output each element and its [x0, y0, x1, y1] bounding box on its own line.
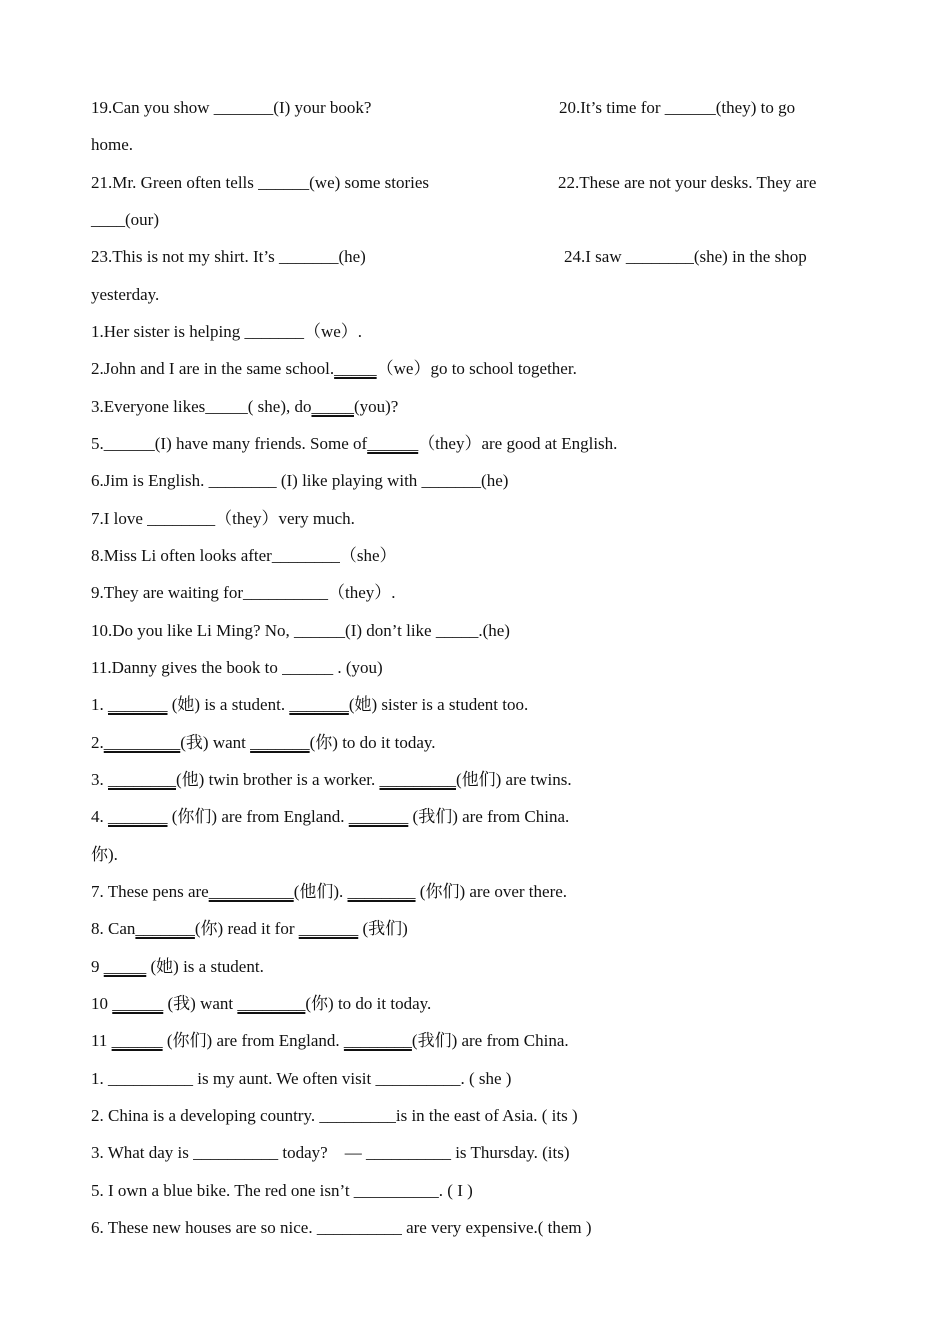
exercise-c-4-tail: (我们) are from China.	[408, 807, 570, 826]
exercise-c-8-mid: (你) read it for	[194, 919, 299, 938]
exercise-b-1: 1.Her sister is helping _______（we）.	[91, 322, 363, 341]
exercise-b-9: 9.They are waiting for__________（they）.	[91, 583, 396, 602]
exercise-d-3: 3. What day is __________ today? — __________ is Thursday. (its)	[91, 1143, 570, 1162]
exercise-c-8-blank-1: _______	[135, 919, 195, 938]
exercise-c-11-blank-1: ______	[111, 1031, 163, 1050]
exercise-c-3-number: 3.	[91, 770, 104, 789]
exercise-b-5	[91, 433, 617, 455]
exercise-c-8-tail: (我们)	[358, 919, 408, 938]
exercise-b-2-tail: （we）go to school together.	[376, 359, 577, 378]
exercise-c-3	[91, 769, 572, 791]
exercise-c-9-number: 9	[91, 957, 104, 976]
exercise-c-2-blank-1: _________	[103, 733, 181, 752]
exercise-c-2	[91, 732, 436, 754]
exercise-c-8	[91, 918, 408, 940]
question-20: 20.It’s time for ______(they) to go	[559, 98, 796, 117]
question-24: 24.I saw ________(she) in the shop	[564, 247, 807, 266]
exercise-c-1-tail: (她) sister is a student too.	[348, 695, 529, 714]
exercise-c-10-mid: (我) want	[163, 994, 238, 1013]
exercise-b-7: 7.I love ________（they）very much.	[91, 509, 355, 528]
exercise-b-2-blank: _____	[334, 359, 377, 378]
exercise-c-11-mid: (你们) are from England.	[162, 1031, 344, 1050]
exercise-c-7	[91, 881, 567, 903]
question-22: 22.These are not your desks. They are	[558, 173, 817, 192]
exercise-c-9-tail: (她) is a student.	[146, 957, 264, 976]
question-20-continuation: home.	[91, 135, 134, 154]
exercise-c-3-blank-2: _________	[379, 770, 456, 789]
question-21: 21.Mr. Green often tells ______(we) some stories	[91, 173, 430, 192]
exercise-c-3-mid: (他) twin brother is a worker.	[176, 770, 380, 789]
exercise-c-2-mid: (我) want	[180, 733, 251, 752]
exercise-c-11-number: 11	[91, 1031, 112, 1050]
exercise-b-2-text: 2.John and I are in the same school.	[91, 359, 335, 378]
exercise-c-7-blank-2: ________	[347, 882, 416, 901]
exercise-c-10-blank-1: ______	[112, 994, 164, 1013]
exercise-b-5-tail: （they）are good at English.	[418, 434, 618, 453]
exercise-c-11-blank-2: ________	[343, 1031, 412, 1050]
exercise-c-1-blank-1: _______	[108, 695, 168, 714]
exercise-c-7-mid: (他们).	[293, 882, 348, 901]
exercise-b-11: 11.Danny gives the book to ______ . (you)	[91, 658, 383, 677]
exercise-c-4-blank-2: _______	[348, 807, 409, 826]
exercise-c-1-mid: (她) is a student.	[167, 695, 286, 714]
exercise-c-1-blank-2: _______	[289, 695, 349, 714]
question-19: 19.Can you show _______(I) your book?	[91, 98, 372, 117]
question-23: 23.This is not my shirt. It’s _______(he)	[91, 247, 366, 266]
exercise-c-9	[91, 956, 264, 978]
exercise-c-4-blank-1: _______	[108, 807, 168, 826]
exercise-b-3-blank: _____	[311, 397, 354, 416]
exercise-c-4-mid: (你们) are from England.	[167, 807, 349, 826]
exercise-c-7-blank-1: __________	[208, 882, 294, 901]
exercise-c-2-tail: (你) to do it today.	[309, 733, 436, 752]
exercise-d-2: 2. China is a developing country. _________is in the east of Asia. ( its )	[91, 1106, 578, 1125]
exercise-c-2-number: 2.	[91, 733, 104, 752]
exercise-c-8-head: 8. Can	[91, 919, 136, 938]
exercise-d-6: 6. These new houses are so nice. __________ are very expensive.( them )	[91, 1218, 592, 1237]
exercise-c-1-number: 1.	[91, 695, 104, 714]
exercise-d-5: 5. I own a blue bike. The red one isn’t __________. ( I )	[91, 1181, 473, 1200]
exercise-c-7-tail: (你们) are over there.	[415, 882, 568, 901]
exercise-c-10-tail: (你) to do it today.	[305, 994, 432, 1013]
exercise-c-10-blank-2: ________	[237, 994, 306, 1013]
exercise-b-5-blank: ______	[367, 434, 419, 453]
exercise-c-8-blank-2: _______	[298, 919, 359, 938]
exercise-c-4	[91, 806, 569, 828]
exercise-b-10: 10.Do you like Li Ming? No, ______(I) don’t like _____.(he)	[91, 621, 510, 640]
exercise-b-5-text: 5.______(I) have many friends. Some of	[91, 434, 368, 453]
exercise-c-10	[91, 993, 431, 1015]
exercise-c-11-tail: (我们) are from China.	[411, 1031, 569, 1050]
exercise-b-3-tail: (you)?	[353, 397, 399, 416]
exercise-b-8: 8.Miss Li often looks after________（she）	[91, 546, 397, 565]
question-24-continuation: yesterday.	[91, 285, 160, 304]
exercise-c-3-blank-1: ________	[108, 770, 176, 789]
question-22-continuation: ____(our)	[91, 210, 159, 229]
exercise-b-3	[91, 396, 398, 418]
exercise-b-2	[91, 358, 577, 380]
exercise-b-6: 6.Jim is English. ________ (I) like playing with _______(he)	[91, 471, 509, 490]
exercise-c-3-tail: (他们) are twins.	[455, 770, 572, 789]
exercise-c-7-head: 7. These pens are	[91, 882, 209, 901]
exercise-d-1: 1. __________ is my aunt. We often visit __________. ( she )	[91, 1069, 512, 1088]
exercise-c-1	[91, 694, 528, 716]
exercise-c-4-continuation: 你).	[91, 845, 118, 864]
exercise-c-9-blank: _____	[103, 957, 147, 976]
exercise-c-2-blank-2: _______	[250, 733, 310, 752]
exercise-c-4-number: 4.	[91, 807, 104, 826]
exercise-b-3-text: 3.Everyone likes_____( she), do	[91, 397, 312, 416]
exercise-c-10-number: 10	[91, 994, 113, 1013]
exercise-c-11	[91, 1030, 569, 1052]
